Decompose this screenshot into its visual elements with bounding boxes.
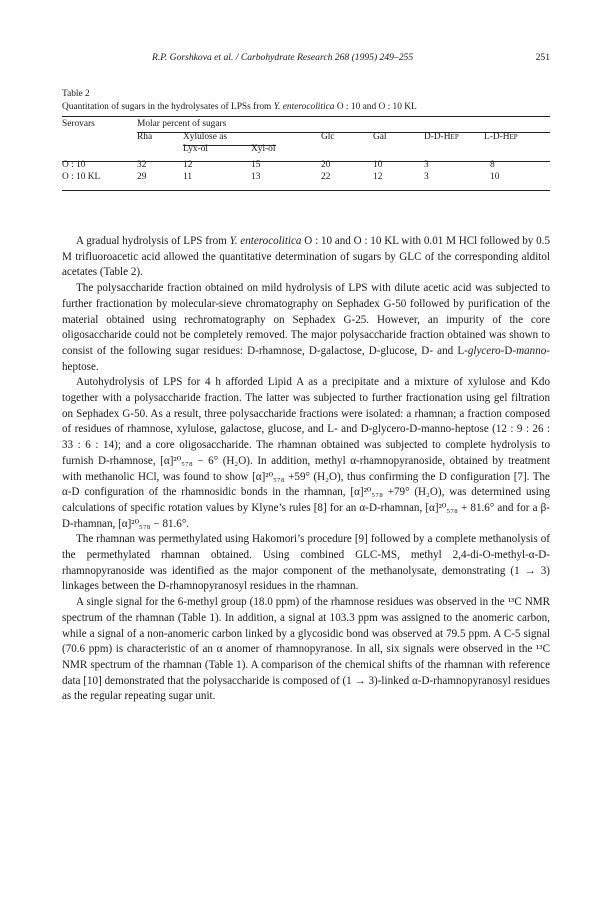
header-dd-hep: D-D-Hep bbox=[424, 131, 459, 142]
table-bottom-rule bbox=[62, 190, 550, 191]
table-header-row-3 bbox=[62, 143, 550, 156]
p2-text-c: -heptose. bbox=[62, 344, 550, 373]
paragraph-2 bbox=[62, 281, 550, 375]
table-title-text: Quantitation of sugars in the hydrolysates of LPSs from bbox=[62, 102, 274, 112]
cell-rha: 32 bbox=[137, 159, 147, 170]
header-xyl-ol: Xyl-ol bbox=[251, 144, 276, 154]
cell-lyx-ol: 11 bbox=[183, 172, 193, 182]
p2-glycero: glycero- bbox=[467, 344, 505, 357]
paragraph-3: Autohydrolysis of LPS for 4 h afforded Lipid A as a precipitate and a mixture of xylulose and Kdo together with a polysaccharide fraction. The latter was subjected to further fractionation using gel filtration on Sephadex G-50. As a result, three polysaccharide fractions were isolated: a rhamnan; a fraction composed of residues of rhamnose, xylulose, galactose, glucose, and L- and D-glycero-D-manno-heptose (12 : 9 : 26 : 33 : 6 : 14); and a core oligosaccharide. The rhamnan obtained was subjected to complete hydrolysis to furnish D-rhamnose, [α]²⁰₅₇₈ − 6° (H₂O). In addition, methyl α-rhamnopyranoside, obtained by treatment with methanolic HCl, was found to show [α]²⁰₅₇₈ +59° (H₂O), thus confirming the D configuration [7]. The α-D configuration of the rhamnosidic bonds in the rhamnan, [α]²⁰₅₇₈ +79° (H₂O), was determined using calculations of specific rotation values by Klyne’s rules [8] for an α-D-rhamnan, [α]²⁰₅₇₈ + 81.6° and for a β-D-rhamnan, [α]²⁰₅₇₈ − 81.6°. bbox=[62, 376, 550, 530]
header-ld-hep: L-D-Hep bbox=[484, 131, 518, 142]
header-molar-percent: Molar percent of sugars bbox=[137, 119, 227, 129]
table-header-row-2 bbox=[62, 131, 550, 144]
p2-manno: manno bbox=[516, 344, 547, 357]
cell-lyx-ol: 12 bbox=[183, 159, 193, 170]
sugars-table bbox=[62, 118, 550, 184]
header-xylulose: Xylulose as bbox=[183, 131, 228, 142]
paragraph-1 bbox=[62, 234, 550, 281]
table-caption bbox=[62, 88, 562, 114]
cell-rha: 29 bbox=[137, 172, 147, 182]
p1-species: Y. enterocolitica bbox=[229, 235, 302, 247]
cell-gal: 12 bbox=[373, 172, 383, 182]
cell-ld-hep: 8 bbox=[490, 159, 495, 170]
table-label: Table 2 bbox=[62, 89, 90, 99]
table-header-row-1 bbox=[62, 118, 550, 131]
header-lyx-ol: Lyx-ol bbox=[183, 144, 208, 154]
table-row bbox=[62, 171, 550, 184]
paragraph-5: A single signal for the 6-methyl group (18.0 ppm) of the rhamnose residues was observed in the ¹³C NMR spectrum of the rhamnan (Table 1). In addition, a signal at 103.3 ppm was assigned to the anomeric carbon, while a signal of a non-anomeric carbon linked by a glycosidic bond was observed at 79.5 ppm. A C-5 signal (70.6 ppm) is characteristic of an α anomer of rhamnopyranose. In all, six signals were observed in the ¹³C NMR spectrum of the rhamnan (Table 1). A comparison of the chemical shifts of the rhamnan with reference data [10] demonstrated that the polysaccharide is composed of (1 → 3)-linked α-D-rhamnopyranosyl residues as the regular repeating sugar unit. bbox=[62, 596, 550, 703]
table-row bbox=[62, 159, 550, 172]
table-title-serovars: O : 10 and O : 10 KL bbox=[334, 102, 417, 112]
running-head bbox=[62, 52, 550, 66]
table-title-species: Y. enterocolitica bbox=[273, 102, 335, 112]
cell-ld-hep: 10 bbox=[490, 172, 500, 182]
cell-glc: 20 bbox=[321, 159, 331, 170]
p1-text-a: A gradual hydrolysis of LPS from bbox=[76, 235, 230, 247]
page-number: 251 bbox=[535, 52, 550, 63]
table-top-rule bbox=[62, 116, 550, 117]
p2-text-a: The polysaccharide fraction obtained on mild hydrolysis of LPS with dilute acetic acid was subjected to further fractionation by molecular-sieve chromatography on Sephadex G-50 followed by purification of the material obtained using rechromatography on Sephadex G-25. However, an impurity of the core oligosaccharide could not be completely removed. The major polysaccharide fraction obtained was shown to consist of the following sugar residues: D-rhamnose, D-galactose, D-glucose, D- and L- bbox=[62, 282, 550, 357]
paragraph-4: The rhamnan was permethylated using Hakomori’s procedure [9] followed by a complete methanolysis of the permethylated rhamnan obtained. Using combined GLC-MS, methyl 2,4-di-O-methyl-α-D-rhamnopyranoside was identified as the major component of the methanolysate, demonstrating (1 → 3) linkages between the D-rhamnopyranosyl residues in the rhamnan. bbox=[62, 533, 550, 593]
cell-gal: 10 bbox=[373, 159, 383, 170]
body-text bbox=[62, 234, 550, 705]
cell-dd-hep: 3 bbox=[424, 159, 429, 170]
header-gal: Gal bbox=[373, 131, 387, 142]
journal-citation: R.P. Gorshkova et al. / Carbohydrate Research 268 (1995) 249–255 bbox=[152, 52, 414, 63]
cell-xyl-ol: 13 bbox=[251, 172, 261, 182]
header-serovars: Serovars bbox=[62, 119, 95, 129]
header-glc: Glc bbox=[321, 131, 335, 142]
p1-text-b: O : 10 and O : 10 KL with 0.01 M HCl followed by 0.5 M trifluoroacetic acid allowed the quantitative determination of sugars by GLC of the corresponding alditol acetates (Table 2). bbox=[62, 235, 550, 279]
cell-glc: 22 bbox=[321, 172, 331, 182]
cell-dd-hep: 3 bbox=[424, 172, 429, 182]
cell-xyl-ol: 15 bbox=[251, 159, 261, 170]
p2-text-b: D- bbox=[504, 344, 517, 357]
cell-serovar: O : 10 KL bbox=[62, 172, 101, 182]
cell-serovar: O : 10 bbox=[62, 159, 86, 170]
table-title bbox=[62, 101, 562, 114]
header-rha: Rha bbox=[137, 131, 153, 142]
